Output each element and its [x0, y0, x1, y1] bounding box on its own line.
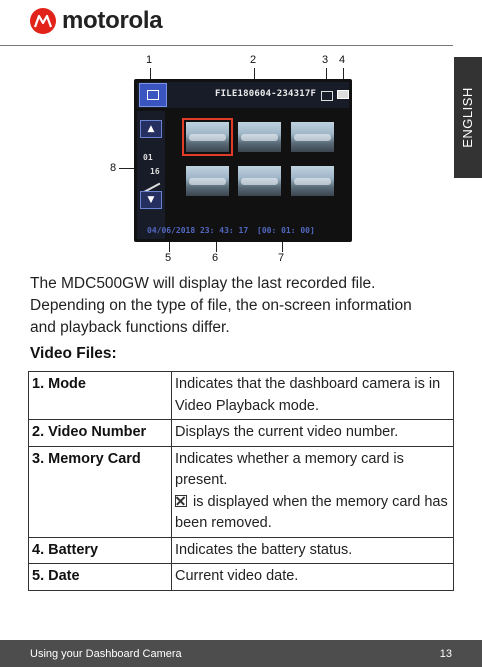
motorola-m-icon: [30, 8, 56, 34]
table-row: [29, 372, 454, 420]
screen-duration: [00: 01: 00]: [257, 226, 315, 235]
footer-section-title: Using your Dashboard Camera: [30, 648, 182, 660]
video-total: 16: [150, 167, 160, 176]
mode-icon: [139, 83, 167, 107]
page-number: 13: [439, 648, 452, 660]
page-footer: [0, 640, 482, 667]
row-label: 1. Mode: [29, 372, 172, 420]
down-arrow-icon: ▼: [140, 191, 162, 209]
video-files-table: [28, 371, 454, 591]
motorola-logo: [30, 6, 190, 36]
logo-text: motorola: [62, 7, 163, 34]
language-tab: [454, 57, 482, 178]
screen-filename: FILE180604-234317F: [215, 89, 317, 99]
intro-paragraph: The MDC500GW will display the last recorded file. Depending on the type of file, the on-screen information and playback functions differ.: [30, 275, 412, 336]
callout-4: 4: [339, 54, 346, 66]
screen-side-bar: [137, 111, 165, 239]
screen-top-bar: [137, 82, 349, 108]
video-thumbnail: [238, 122, 281, 152]
row-label: 2. Video Number: [29, 420, 172, 447]
callout-7: 7: [278, 252, 285, 264]
row-description: Indicates the battery status.: [172, 537, 454, 564]
row-description: Indicates whether a memory card is present.: [175, 450, 404, 488]
language-label: ENGLISH: [460, 87, 475, 148]
no-memory-card-icon: [175, 495, 187, 507]
row-label: 4. Battery: [29, 537, 172, 564]
table-row: [29, 537, 454, 564]
row-description: Current video date.: [172, 564, 454, 591]
screen-bottom-bar: [137, 225, 349, 239]
camera-screen: [134, 79, 352, 242]
video-thumbnail: [238, 166, 281, 196]
section-title: Video Files:: [30, 345, 117, 362]
up-arrow-icon: ▲: [140, 120, 162, 138]
callout-2: 2: [250, 54, 257, 66]
callout-6: 6: [212, 252, 219, 264]
row-label: 5. Date: [29, 564, 172, 591]
row-description-cell: [172, 446, 454, 537]
table-row: [29, 420, 454, 447]
callout-5: 5: [165, 252, 172, 264]
screen-datetime: 04/06/2018 23: 43: 17: [147, 226, 249, 235]
video-thumbnail: [291, 122, 334, 152]
video-thumbnail: [291, 166, 334, 196]
battery-icon: [337, 90, 349, 99]
header-rule: [0, 45, 453, 46]
row-description: Indicates that the dashboard camera is in Video Playback mode.: [172, 372, 454, 420]
row-label: 3. Memory Card: [29, 446, 172, 537]
callout-1: 1: [146, 54, 153, 66]
row-description-extra: [175, 492, 450, 535]
callout-3: 3: [322, 54, 329, 66]
callout-8: 8: [110, 162, 117, 174]
memory-card-icon: [321, 91, 333, 101]
row-description-extra-text: is displayed when the memory card has been removed.: [175, 493, 448, 531]
video-thumbnail: [186, 122, 229, 152]
table-row: [29, 446, 454, 537]
video-number: 01: [143, 153, 153, 162]
row-description: Displays the current video number.: [172, 420, 454, 447]
table-row: [29, 564, 454, 591]
video-thumbnail: [186, 166, 229, 196]
